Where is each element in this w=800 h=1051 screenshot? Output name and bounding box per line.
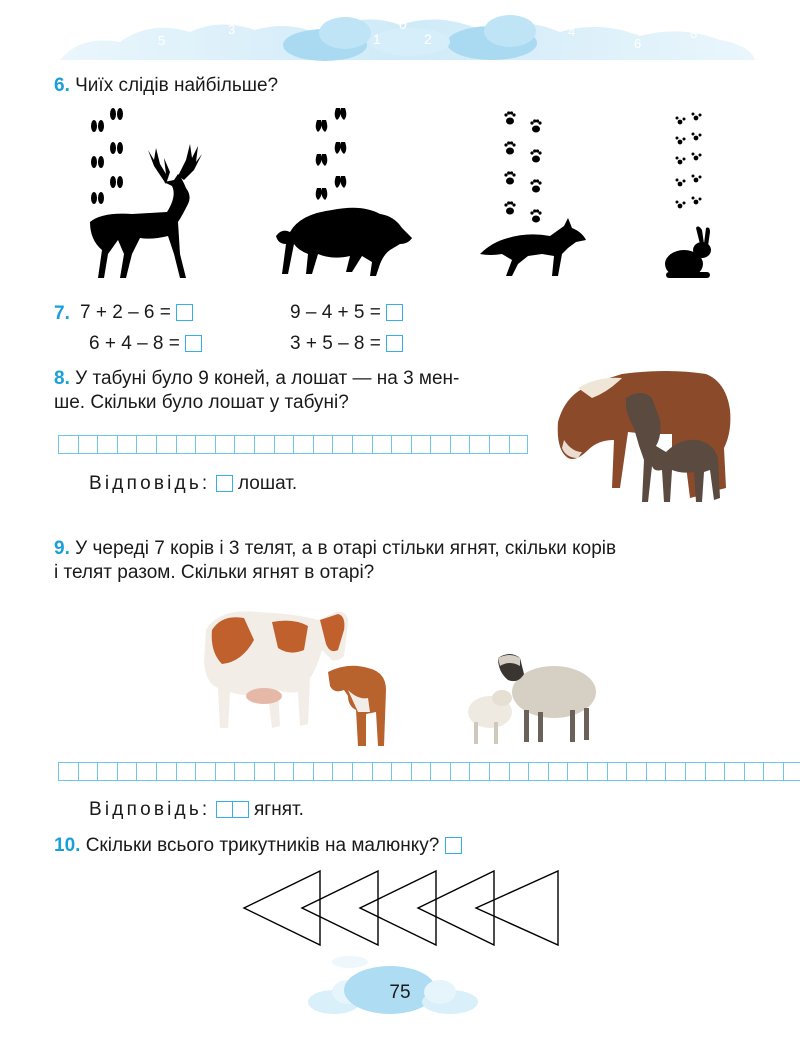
equation-text: 3 + 5 – 8 = (290, 333, 381, 354)
solution-grid[interactable] (58, 435, 528, 454)
header-digit: 6 (634, 36, 642, 51)
header-digit: 0 (399, 16, 407, 32)
equation-text: 7 + 2 – 6 = (80, 302, 171, 323)
task-9-answer (89, 799, 304, 821)
task-text-line: ше. Скільки було лошат у табуні? (54, 392, 349, 413)
task-text: Чиїх слідів найбільше? (75, 75, 279, 96)
header-digit: 7 (108, 22, 116, 37)
task-8-answer (89, 473, 297, 495)
header-digit: 1 (373, 31, 381, 47)
task-text-line: і телят разом. Скільки ягнят в отарі? (54, 562, 375, 583)
task-number: 10. (54, 835, 81, 856)
task-text-line: У череді 7 корів і 3 телят, а в отарі стільки ягнят, скільки корів (75, 538, 617, 559)
header-digit: 2 (424, 31, 432, 47)
task-text-line: У табуні було 9 коней, а лошат — на 3 мен- (75, 368, 460, 389)
sheep-small (468, 690, 512, 744)
task-text: Скільки всього трикутників на малюнку? (85, 835, 440, 856)
horse-and-foal-image (548, 362, 740, 512)
answer-unit: лошат. (237, 473, 298, 494)
task-number: 6. (54, 75, 70, 96)
task-6-heading (54, 74, 278, 98)
page-number: 75 (389, 982, 411, 1003)
equation-row (290, 302, 403, 324)
answer-box[interactable] (216, 475, 233, 492)
equation-text: 9 – 4 + 5 = (290, 302, 381, 323)
answer-box[interactable] (386, 304, 403, 321)
solution-grid[interactable] (58, 762, 800, 781)
header-digit: 3 (228, 22, 236, 37)
equation-text: 6 + 4 – 8 = (89, 333, 180, 354)
rabbit-silhouette-with-tracks (660, 104, 720, 284)
task-number: 7. (54, 303, 70, 324)
answer-unit: ягнят. (253, 799, 304, 820)
answer-box[interactable] (386, 335, 403, 352)
equation-row (290, 333, 403, 355)
task-number: 8. (54, 368, 70, 389)
cow (204, 611, 348, 728)
answer-box[interactable] (185, 335, 202, 352)
cow-calf-sheep-image (198, 600, 608, 750)
deer-silhouette-with-tracks (82, 104, 212, 284)
task-7-number (54, 302, 70, 326)
calf (328, 666, 386, 746)
header-digit: 5 (158, 33, 166, 48)
equation-row (89, 333, 202, 355)
answer-label: Відповідь: (89, 473, 211, 494)
wolf-silhouette-with-tracks (478, 104, 590, 284)
header-cloud-band (40, 0, 760, 75)
triangles-figure (238, 868, 574, 948)
answer-box[interactable] (232, 801, 249, 818)
answer-box[interactable] (176, 304, 193, 321)
task-8-text (54, 367, 554, 415)
header-digit: 4 (568, 24, 576, 39)
paw (504, 111, 515, 124)
equation-row (80, 302, 193, 324)
sheep-large (498, 654, 596, 742)
boar-silhouette-with-tracks (272, 104, 417, 284)
header-digit: 8 (690, 26, 698, 41)
task-number: 9. (54, 538, 70, 559)
task-9-text (54, 537, 754, 585)
answer-box[interactable] (445, 837, 462, 854)
answer-label: Відповідь: (89, 799, 211, 820)
answer-box[interactable] (216, 801, 233, 818)
task-10-heading (54, 834, 462, 858)
